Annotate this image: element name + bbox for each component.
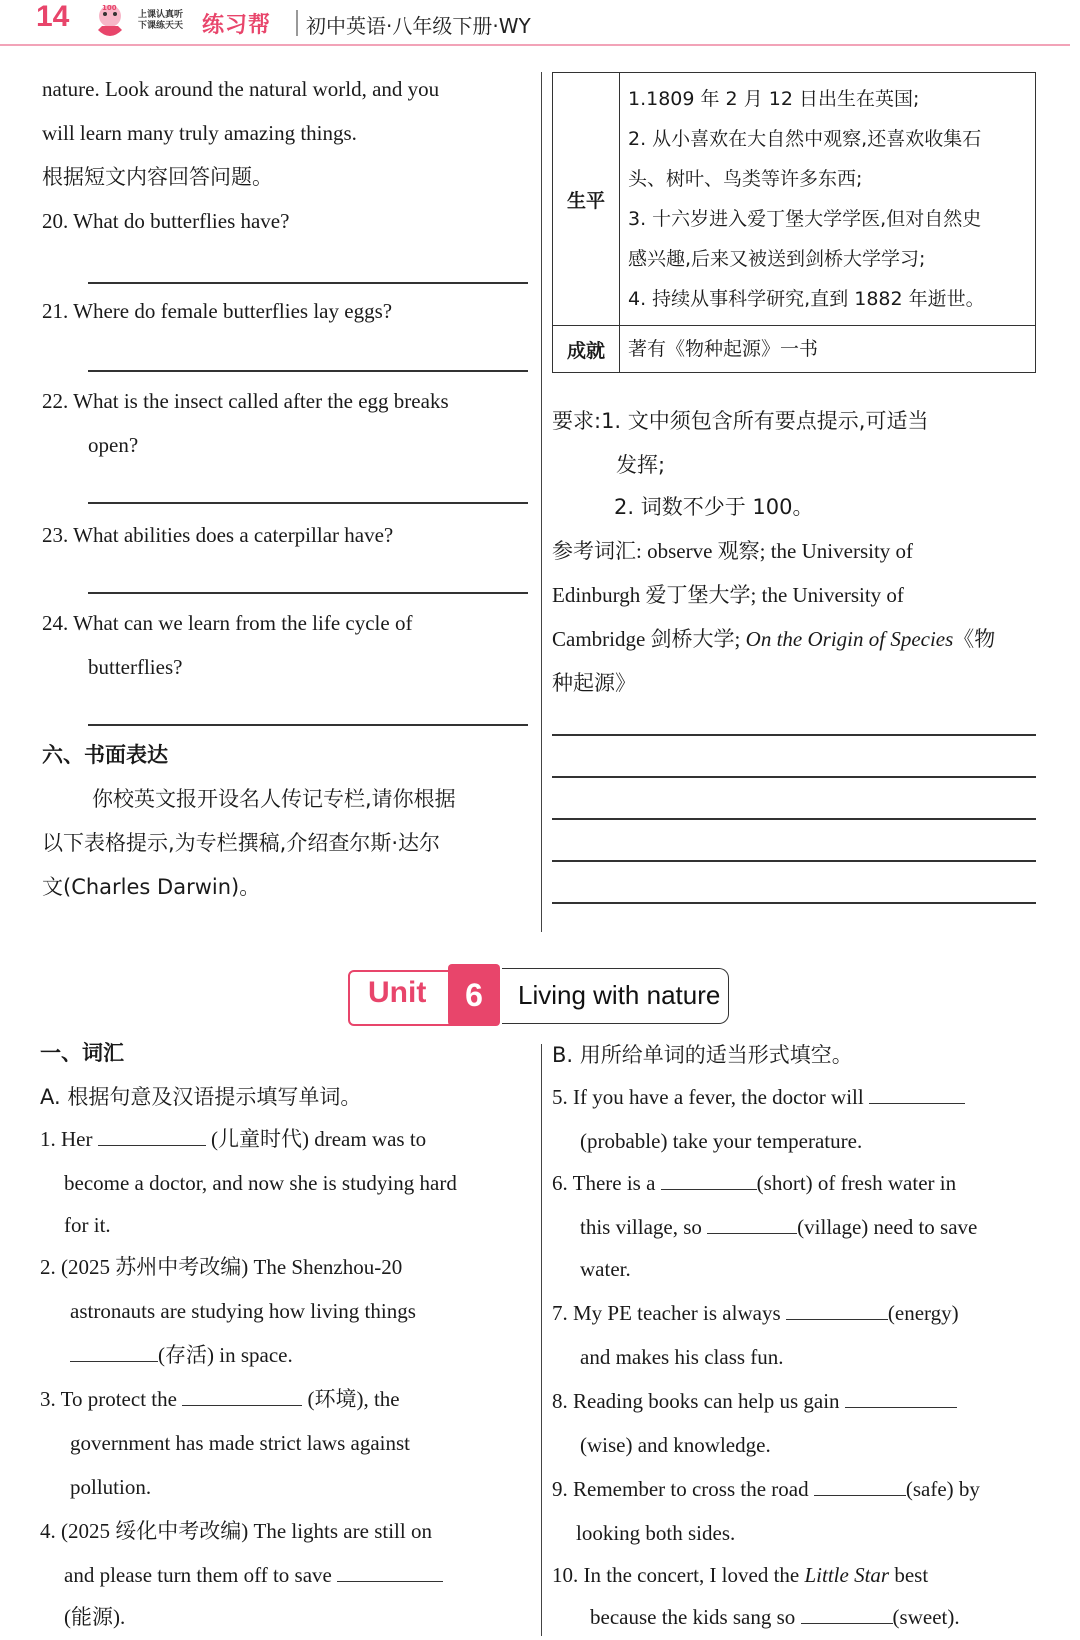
question-23: 23. What abilities does a caterpillar have? — [42, 523, 394, 547]
question-text: (sweet). — [892, 1605, 960, 1629]
question-text: 7. My PE teacher is always — [552, 1301, 781, 1325]
question-6-cont — [580, 1206, 977, 1248]
slogan-line: 下课练天天 — [138, 21, 184, 31]
question-6-cont: water. — [580, 1257, 631, 1281]
header-separator — [296, 10, 298, 36]
achievement-content: 著有《物种起源》一书 — [620, 326, 1036, 373]
fill-blank[interactable] — [707, 1209, 797, 1234]
writing-line[interactable] — [552, 776, 1036, 778]
question-3-cont: pollution. — [70, 1475, 152, 1499]
column-divider — [541, 1044, 542, 1636]
question-text: (儿童时代) dream was to — [210, 1127, 427, 1151]
part-b-instruction: B. 用所给单词的适当形式填空。 — [552, 1043, 853, 1067]
writing-prompt-line: 文(Charles Darwin)。 — [42, 875, 261, 899]
question-1-cont: for it. — [64, 1213, 111, 1237]
question-5-cont: (probable) take your temperature. — [580, 1129, 863, 1153]
fill-blank[interactable] — [182, 1381, 302, 1406]
brand-name: 练习帮 — [202, 13, 272, 38]
unit-title: Living with nature — [518, 980, 721, 1010]
question-text: and please turn them off to save — [64, 1563, 332, 1587]
writing-line[interactable] — [552, 734, 1036, 736]
instruction: 根据短文内容回答问题。 — [42, 165, 273, 189]
life-item: 感兴趣,后来又被送到剑桥大学学习; — [628, 248, 926, 270]
question-3 — [40, 1378, 400, 1420]
section-6-title: 六、书面表达 — [42, 743, 168, 767]
life-item: 头、树叶、鸟类等许多东西; — [628, 168, 863, 190]
answer-line-22[interactable] — [88, 502, 528, 504]
life-content — [620, 73, 1036, 326]
question-8-cont: (wise) and knowledge. — [580, 1433, 771, 1457]
column-divider — [541, 72, 542, 932]
question-22-cont: open? — [88, 433, 139, 457]
question-2: 2. (2025 苏州中考改编) The Shenzhou-20 — [40, 1255, 403, 1279]
question-2-cont — [70, 1334, 293, 1376]
vocab-text: Cambridge 剑桥大学; — [552, 627, 746, 651]
song-title-italic: Little Star — [804, 1563, 890, 1587]
book-title-italic: On the Origin of Species — [745, 627, 954, 651]
question-7 — [552, 1292, 959, 1334]
question-7-cont: and makes his class fun. — [580, 1345, 784, 1369]
vocab-text: 《物 — [953, 627, 996, 651]
question-text: this village, so — [580, 1215, 702, 1239]
question-10 — [552, 1554, 928, 1596]
question-8 — [552, 1380, 957, 1422]
question-1 — [40, 1118, 426, 1160]
vocab-line: Edinburgh 爱丁堡大学; the University of — [552, 583, 904, 607]
question-9 — [552, 1468, 980, 1510]
writing-prompt-line: 以下表格提示,为专栏撰稿,介绍查尔斯·达尔 — [42, 831, 441, 855]
fill-blank[interactable] — [98, 1121, 206, 1146]
fill-blank[interactable] — [786, 1295, 888, 1320]
section-1-title: 一、词汇 — [40, 1041, 124, 1065]
question-text: 6. There is a — [552, 1171, 656, 1195]
writing-line[interactable] — [552, 818, 1036, 820]
answer-line-23[interactable] — [88, 592, 528, 594]
life-item: 2. 从小喜欢在大自然中观察,还喜欢收集石 — [628, 128, 982, 150]
unit-number: 6 — [448, 964, 500, 1026]
vocab-line: 种起源》 — [552, 671, 636, 695]
vocab-line — [552, 618, 995, 660]
achievement-label: 成就 — [553, 326, 620, 373]
question-21: 21. Where do female butterflies lay eggs? — [42, 299, 393, 323]
darwin-bio-table — [552, 72, 1036, 373]
part-a-instruction: A. 根据句意及汉语提示填写单词。 — [40, 1085, 362, 1109]
fill-blank[interactable] — [70, 1337, 158, 1362]
fill-blank[interactable] — [845, 1383, 957, 1408]
answer-line-21[interactable] — [88, 370, 528, 372]
mascot-logo-icon — [88, 2, 132, 42]
question-text: (village) need to save — [797, 1215, 978, 1239]
question-text: 9. Remember to cross the road — [552, 1477, 809, 1501]
life-label: 生平 — [553, 73, 620, 326]
slogan-line: 上课认真听 — [138, 10, 184, 20]
book-title: 初中英语·八年级下册·WY — [306, 14, 531, 38]
question-text: (safe) by — [905, 1477, 980, 1501]
unit-word: Unit — [368, 976, 427, 1009]
question-4-cont: (能源). — [64, 1605, 126, 1629]
answer-line-24[interactable] — [88, 724, 528, 726]
question-1-cont: become a doctor, and now she is studying hard — [64, 1171, 457, 1195]
question-22: 22. What is the insect called after the egg breaks — [42, 389, 449, 413]
question-6 — [552, 1162, 956, 1204]
life-item: 4. 持续从事科学研究,直到 1882 年逝世。 — [628, 288, 985, 310]
requirement-line: 2. 词数不少于 100。 — [614, 495, 814, 519]
passage-line: nature. Look around the natural world, and you — [42, 77, 440, 101]
fill-blank[interactable] — [661, 1165, 757, 1190]
writing-prompt-line: 你校英文报开设名人传记专栏,请你根据 — [92, 787, 456, 811]
passage-line: will learn many truly amazing things. — [42, 121, 357, 145]
question-20: 20. What do butterflies have? — [42, 209, 290, 233]
question-4: 4. (2025 绥化中考改编) The lights are still on — [40, 1519, 432, 1543]
question-10-cont — [590, 1596, 960, 1638]
writing-line[interactable] — [552, 860, 1036, 862]
question-text: 5. If you have a fever, the doctor will — [552, 1085, 864, 1109]
page-number: 14 — [36, 0, 70, 33]
vocab-line: 参考词汇: observe 观察; the University of — [552, 539, 914, 563]
header-rule — [0, 44, 1070, 46]
question-4-cont — [64, 1554, 443, 1596]
question-text: 10. In the concert, I loved the — [552, 1563, 805, 1587]
question-9-cont: looking both sides. — [576, 1521, 736, 1545]
question-text: best — [889, 1563, 929, 1587]
question-text: (energy) — [887, 1301, 959, 1325]
question-24: 24. What can we learn from the life cycle of — [42, 611, 413, 635]
fill-blank[interactable] — [869, 1079, 965, 1104]
requirement-line: 要求:1. 文中须包含所有要点提示,可适当 — [552, 409, 929, 433]
answer-line-20[interactable] — [88, 282, 528, 284]
question-2-cont: astronauts are studying how living things — [70, 1299, 416, 1323]
question-text: 8. Reading books can help us gain — [552, 1389, 840, 1413]
fill-blank[interactable] — [337, 1557, 443, 1582]
question-3-cont: government has made strict laws against — [70, 1431, 410, 1455]
fill-blank[interactable] — [801, 1599, 893, 1624]
question-text: 3. To protect the — [40, 1387, 177, 1411]
question-text: (short) of fresh water in — [756, 1171, 957, 1195]
question-24-cont: butterflies? — [88, 655, 183, 679]
svg-text:100: 100 — [102, 4, 117, 12]
question-text: 1. Her — [40, 1127, 93, 1151]
question-text: (存活) in space. — [158, 1343, 293, 1367]
question-5 — [552, 1076, 965, 1118]
question-text: because the kids sang so — [590, 1605, 796, 1629]
writing-line[interactable] — [552, 902, 1036, 904]
requirement-line: 发挥; — [616, 453, 666, 477]
question-text: (环境), the — [307, 1387, 400, 1411]
life-item: 1.1809 年 2 月 12 日出生在英国; — [628, 88, 920, 110]
slogan — [138, 10, 183, 32]
fill-blank[interactable] — [814, 1471, 906, 1496]
life-item: 3. 十六岁进入爱丁堡大学学医,但对自然史 — [628, 208, 982, 230]
